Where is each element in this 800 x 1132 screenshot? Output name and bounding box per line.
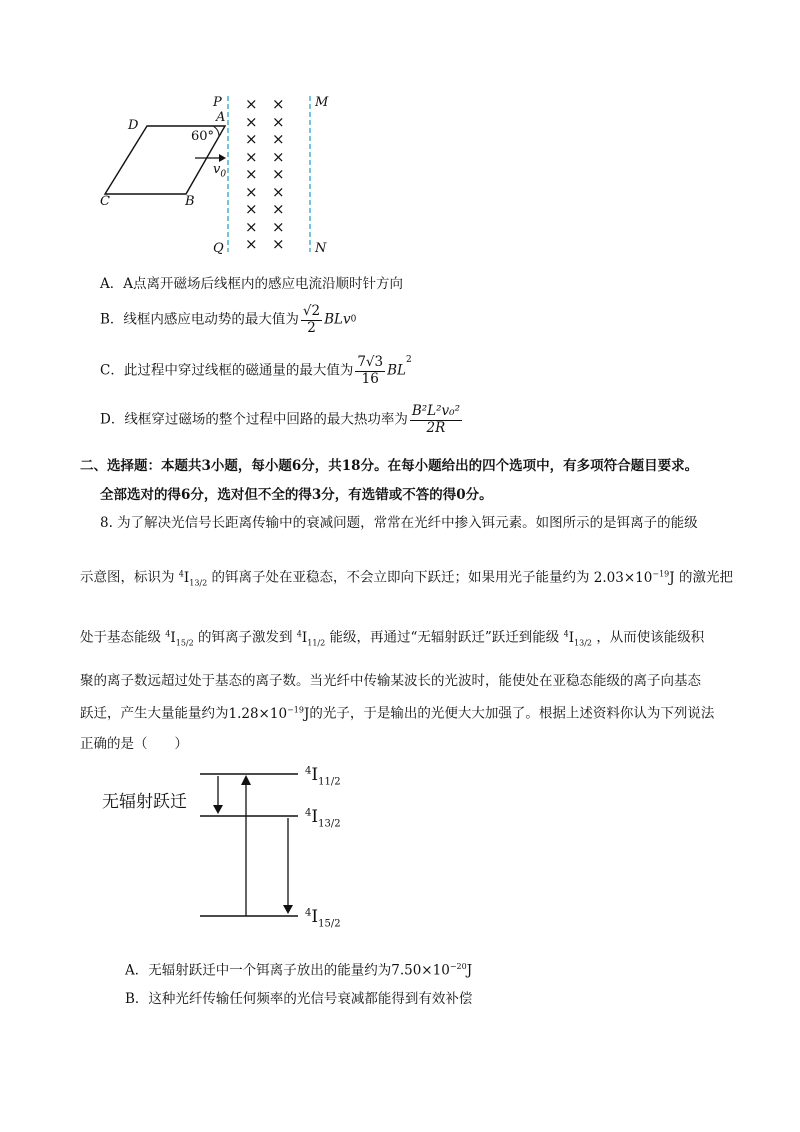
- figure-magnetic-field: [95, 92, 335, 262]
- field-cross: ×: [245, 235, 258, 253]
- field-cross: ×: [245, 165, 258, 183]
- level-label-11-2: $^4I_{11/2}$: [305, 765, 341, 788]
- nonrad-arrowhead: [213, 805, 223, 814]
- d-fraction: $\frac{\text{B²L²v₀²}}{2R}$: [411, 403, 460, 436]
- velocity-label: $v_0$: [213, 162, 227, 180]
- label-P: P: [213, 95, 222, 110]
- level-13-2-inline: $^4I_{13/2}$: [178, 569, 208, 588]
- field-cross: ×: [245, 217, 258, 236]
- b-fraction: $\frac{√2}{2}$: [302, 303, 321, 336]
- level-label-15-2: $^4I_{15/2}$: [305, 907, 341, 930]
- field-cross: ×: [272, 130, 285, 148]
- q7-option-b: B．线框内感应电动势的最大值为 $\frac{√2}{2}$ BLv0: [100, 303, 357, 336]
- field-cross: ×: [272, 217, 285, 236]
- field-cross: ×: [245, 130, 258, 148]
- field-cross: ×: [272, 235, 285, 253]
- photon-energy-1: $2.03\times 10^{-19}J$: [593, 569, 675, 586]
- q8-line-3: 处于基态能级 $^4I_{15/2}$ 的铒离子激发到 $^4I_{11/2}$ 能级，再通过“无辐射跃迁”跃迁到能级 $^4I_{13/2}$ ，从而使该能级积: [80, 629, 705, 648]
- field-cross: ×: [245, 112, 258, 131]
- emission-arrowhead: [283, 905, 293, 914]
- field-cross: ×: [245, 95, 258, 113]
- q8-line-2: 示意图，标识为 $^4I_{13/2}$ 的铒离子处在亚稳态，不会立即向下跃迁；如果用光子能量约为 $2.03\times 10^{-19}J$ 的激光把: [80, 569, 733, 588]
- nonrad-label: 无辐射跃迁: [102, 792, 187, 812]
- q7-option-d: D．线框穿过磁场的整个过程中回路的最大热功率为 $\frac{\text{B²L²v₀²}}{2R}$: [100, 403, 460, 436]
- level-11-2-inline: $^4I_{11/2}$: [296, 629, 326, 648]
- level-13-2-inline-b: $^4I_{13/2}$: [563, 629, 593, 648]
- section-2-heading: 二、选择题：本题共3小题，每小题6分，共18分。在每小题给出的四个选项中，有多项符合题目要求。: [80, 458, 699, 474]
- label-B: B: [185, 194, 195, 209]
- section-2-rule: 全部选对的得6分，选对但不全的得3分，有选错或不答的得0分。: [100, 487, 493, 503]
- c-fraction: $\frac{7√3}{16}$: [357, 354, 384, 387]
- q8-line-6: 正确的是（ ）: [80, 736, 188, 752]
- field-cross: ×: [272, 95, 285, 113]
- level-15-2-inline: $^4I_{15/2}$: [165, 629, 194, 648]
- label-N: N: [315, 241, 327, 256]
- q8-line-1: 8. 为了解决光信号长距离传输中的衰减问题，常常在光纤中掺入铒元素。如图所示的是铒离子的能级: [100, 515, 698, 531]
- q8-line-4: 聚的离子数远超过处于基态的离子数。当光纤中传输某波长的光波时，能使处在亚稳态能级的离子向基态: [80, 673, 701, 689]
- excitation-arrowhead: [241, 775, 251, 785]
- field-cross: ×: [272, 182, 285, 201]
- photon-energy-2: $1.28\times 10^{-19}J$: [228, 705, 310, 722]
- level-label-13-2: $^4I_{13/2}$: [305, 807, 341, 830]
- q8-option-a: A．无辐射跃迁中一个铒离子放出的能量约为$7.50\times 10^{-20}J$: [125, 962, 473, 979]
- angle-label: 60°: [191, 129, 215, 144]
- field-cross: ×: [272, 147, 285, 166]
- field-cross: ×: [272, 200, 285, 218]
- label-M: M: [315, 95, 329, 110]
- q8-option-b: B．这种光纤传输任何频率的光信号衰减都能得到有效补偿: [125, 991, 473, 1007]
- field-cross: ×: [272, 112, 285, 131]
- q8-line-5: 跃迁，产生大量能量约为$1.28\times 10^{-19}J$的光子，于是输出的光便大大加强了。根据上述资料你认为下列说法: [80, 705, 715, 722]
- label-C: C: [100, 194, 110, 209]
- q7-option-a: A．A点离开磁场后线框内的感应电流沿顺时针方向: [100, 276, 403, 292]
- field-cross: ×: [245, 200, 258, 218]
- label-D: D: [128, 118, 139, 133]
- q7-option-c: C．此过程中穿过线框的磁通量的最大值为 $\frac{7√3}{16}$ $BL^2$: [100, 354, 412, 387]
- label-A: A: [216, 110, 226, 125]
- field-cross: ×: [245, 147, 258, 166]
- field-cross: ×: [272, 165, 285, 183]
- label-Q: Q: [213, 241, 224, 256]
- field-cross: ×: [245, 182, 258, 201]
- figure-energy-levels: [100, 765, 380, 935]
- velocity-arrowhead: [219, 154, 226, 162]
